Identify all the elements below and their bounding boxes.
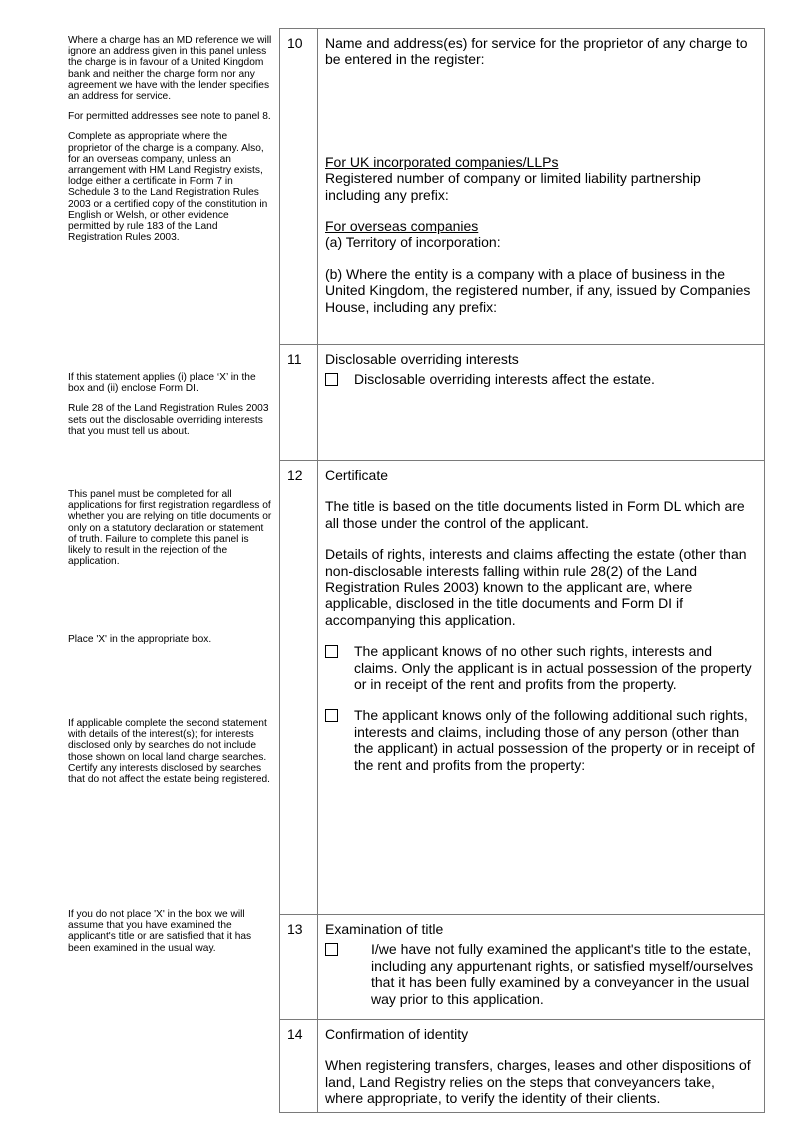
panel-14 <box>279 1019 765 1113</box>
note-panel-13 <box>68 909 273 963</box>
note-examination: If you do not place 'X' in the box we will assume that you have examined the applicant's title or are satisfied that it has been examined in the usual way. <box>68 909 252 954</box>
panel-title: Disclosable overriding interests <box>325 351 519 367</box>
checkbox-disclosable-interests[interactable] <box>325 373 338 386</box>
panel-title: Confirmation of identity <box>325 1026 469 1042</box>
note-panel-12-a <box>68 489 273 576</box>
identity-confirmation-text: When registering transfers, charges, leases and other dispositions of land, Land Registry relies on the steps that conveyancers take, where appropriate, to verify the identity of their clients. <box>325 1057 751 1107</box>
overseas-registered-number: (b) Where the entity is a company with a place of business in the United Kingdom, the registered number, if any, issued by Companies House, including any prefix: <box>325 265 751 315</box>
panel-number: 10 <box>280 29 318 344</box>
panel-number: 11 <box>280 345 318 460</box>
checkbox-not-examined[interactable] <box>325 943 338 956</box>
note-panel-11 <box>68 372 273 446</box>
panel-number: 13 <box>280 915 318 1019</box>
panel-title: Name and address(es) for service for the proprietor of any charge to be entered in the register: <box>325 35 748 68</box>
panel-number: 14 <box>280 1020 318 1112</box>
note-md-reference: Where a charge has an MD reference we will ignore an address given in this panel unless the charge is in favour of a United Kingdom bank and neither the charge form nor any agreement we have with the lender specifies an address for service. <box>68 35 272 103</box>
checkbox-additional-rights[interactable] <box>325 709 338 722</box>
option-not-examined <box>325 941 756 1007</box>
certificate-title-documents: The title is based on the title documents listed in Form DL which are all those under the control of the applicant. <box>325 498 745 531</box>
note-panel-12-b <box>68 634 273 654</box>
option-label: I/we have not fully examined the applicant's title to the estate, including any appurtenant rights, or satisfied myself/ourselves that it has been fully examined by a conveyancer in the usual way prior to this application. <box>371 941 754 1007</box>
option-disclosable-interests <box>325 371 756 387</box>
note-place-x-di: If this statement applies (i) place ‘X’ in the box and (ii) enclose Form DI. <box>68 372 256 395</box>
overseas-companies-heading: For overseas companies <box>325 218 479 235</box>
overseas-territory: (a) Territory of incorporation: <box>325 234 501 251</box>
note-second-statement: If applicable complete the second statement with details of the interest(s); for interests disclosed only by searches do not include those shown on local land charge searches. Certify any interests disclosed by searches that do not affect the estate being registered. <box>68 718 271 786</box>
note-panel-10 <box>68 35 273 252</box>
note-company: Complete as appropriate where the proprietor of the charge is a company. Also, for an overseas company, unless an arrangement with HM Land Registry exists, lodge either a certificate in Form 7 in Schedule 3 to the Land Registration Rules 2003 or a certified copy of the constitution in English or Welsh, or other evidence permitted by rule 183 of the Land Registration Rules 2003. <box>68 131 268 244</box>
uk-companies-text: Registered number of company or limited liability partnership including any prefix: <box>325 170 701 203</box>
note-panel-12-c <box>68 718 273 794</box>
note-permitted-addresses: For permitted addresses see note to panel 8. <box>68 111 271 123</box>
option-no-other-rights <box>325 643 756 692</box>
note-place-x-box: Place 'X' in the appropriate box. <box>68 634 212 645</box>
note-must-complete: This panel must be completed for all applications for first registration regardless of whether you are relying on title documents or only on a statutory declaration or statement of truth. Failure to complete this panel is likely to result in the rejection of the application. <box>68 489 272 568</box>
panel-number: 12 <box>280 461 318 915</box>
option-additional-rights <box>325 707 756 773</box>
uk-companies-heading: For UK incorporated companies/LLPs <box>325 153 559 170</box>
panel-13 <box>279 914 765 1020</box>
option-label: The applicant knows only of the following additional such rights, interests and claims, including those of any person (other than the applicant) in actual possession of the property or in receipt of the rent and profits from the property: <box>354 707 755 773</box>
option-label: Disclosable overriding interests affect the estate. <box>354 371 655 388</box>
panel-11 <box>279 344 765 461</box>
option-label: The applicant knows of no other such rights, interests and claims. Only the applicant is in actual possession of the property or in receipt of the rent and profits from the property. <box>354 643 752 693</box>
note-rule-28: Rule 28 of the Land Registration Rules 2003 sets out the disclosable overriding interests that you must tell us about. <box>68 403 269 437</box>
panel-title: Certificate <box>325 467 389 483</box>
checkbox-no-other-rights[interactable] <box>325 645 338 658</box>
panel-10 <box>279 28 765 345</box>
panel-title: Examination of title <box>325 921 444 937</box>
panel-12 <box>279 460 765 916</box>
certificate-rights-details: Details of rights, interests and claims affecting the estate (other than non-disclosable interests falling within rule 28(2) of the Land Registration Rules 2003) known to the applicant are, where applicable, disclosed in the title documents and Form DI if accompanying this application. <box>325 546 747 628</box>
